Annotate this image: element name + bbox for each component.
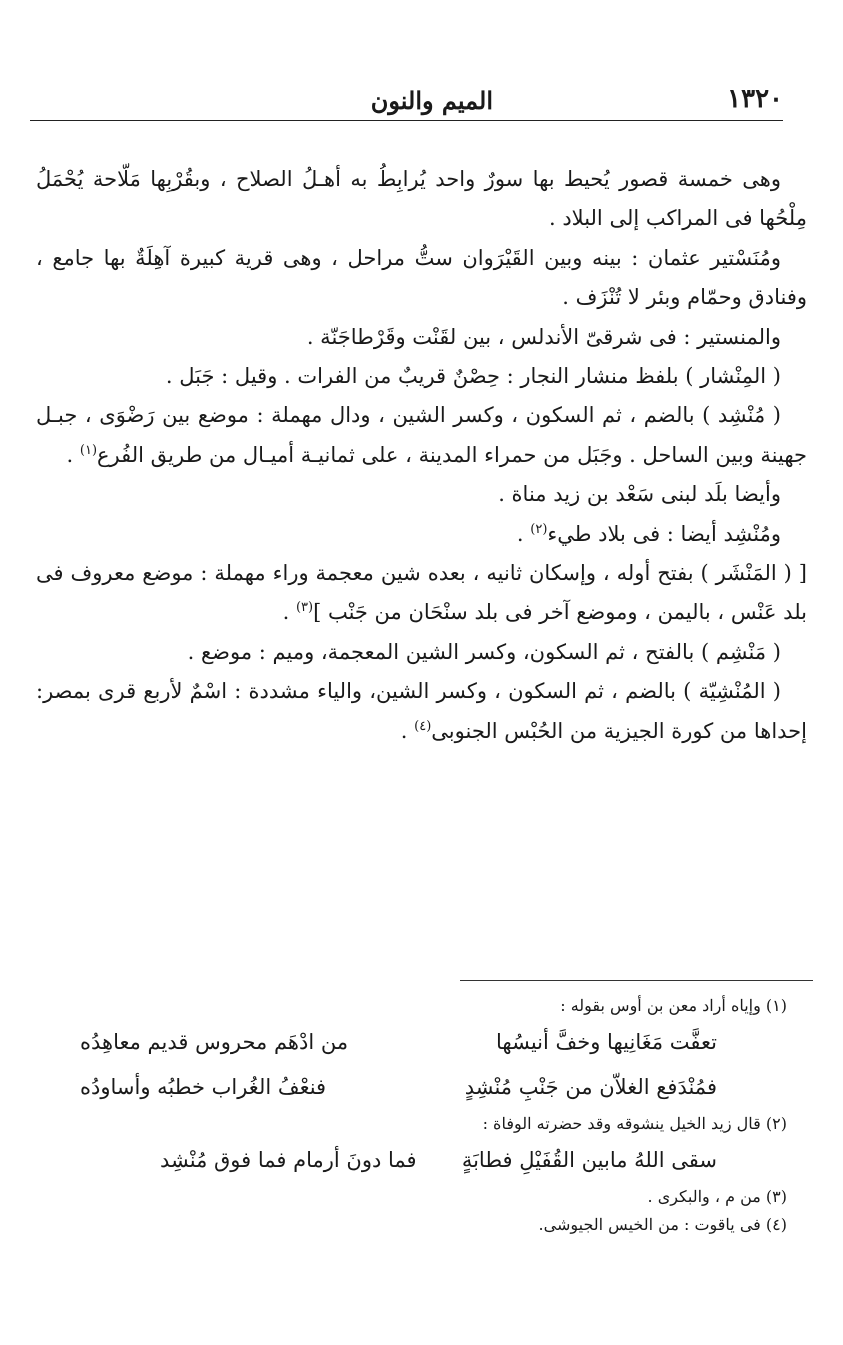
footnote-marker: (٢) — [530, 521, 548, 537]
paragraph-text: والمنستير : فى شرقىّ الأندلس ، بين لقَنْت وقَرْطاجَنّة . — [306, 324, 781, 349]
footnote-divider — [460, 980, 813, 981]
verse-hemistich-right: فمُنْدَفع الغلاّن من جَنْبِ مُنْشِدٍ — [464, 1075, 717, 1099]
paragraph-text: ( مُنْشِد ) بالضم ، ثم السكون ، وكسر الشين ، ودال مهملة : موضع بين رَضْوَى ، جبـل جهينة وبين الساحل . وجَبَل من حمراء المدينة ، على ثمانيـة أميـال من طريق الفُرع — [36, 403, 807, 467]
verse-line — [80, 1065, 787, 1110]
paragraph-text: ( مَنْشِم ) بالفتح ، ثم السكون، وكسر الشين المعجمة، وميم : موضع . — [187, 639, 781, 664]
paragraph-text: ( المِنْشار ) بلفظ منشار النجار : حِصْنٌ قريبٌ من الفرات . وقيل : جَبَل . — [165, 364, 781, 389]
paragraph-text: ( المُنْشِيّة ) بالضم ، ثم السكون ، وكسر الشين، والياء مشددة : اسْمٌ لأربع قرى بمصر: إحداها من كورة الجيزية من الحُبْس الجنوبى — [36, 679, 807, 743]
verse-hemistich-left: من ادْهَم محروس قديم معاهِدُه — [80, 1030, 349, 1054]
paragraph-tail: . — [400, 718, 415, 743]
paragraph — [36, 396, 807, 475]
paragraph-text: ومُنْشِد أيضا : فى بلاد طيء — [547, 521, 781, 546]
paragraph — [36, 239, 807, 318]
paragraph-tail: . — [516, 521, 531, 546]
paragraph-tail: . — [66, 442, 80, 467]
paragraph-text: وأيضا بلَد لبنى سَعْد بن زيد مناة . — [498, 482, 781, 507]
paragraph — [36, 318, 807, 357]
paragraph — [36, 357, 807, 396]
verse-hemistich-right: سقى اللهُ مابين القُفَيْلِ فطابَةٍ — [461, 1148, 717, 1172]
footnote-marker: (٤) — [414, 718, 432, 734]
footnote-marker: (٣) — [295, 600, 314, 616]
body-text — [36, 160, 807, 751]
paragraph — [36, 475, 807, 514]
paragraph-tail: . — [282, 600, 296, 625]
footnote-3: (٣) من م ، والبكرى . — [647, 1187, 787, 1206]
footnote-4: (٤) فى ياقوت : من الخيس الجيوشى. — [538, 1215, 787, 1234]
footnote-2-intro: (٢) قال زيد الخيل ينشوقه وقد حضرته الوفاة : — [482, 1114, 787, 1133]
page-header — [30, 80, 783, 121]
paragraph — [36, 672, 807, 751]
paragraph — [36, 515, 807, 554]
footnotes — [80, 992, 787, 1239]
footnote-marker: (١) — [79, 442, 98, 458]
verse-hemistich-left: فما دونَ أرمام فما فوق مُنْشِد — [160, 1148, 417, 1172]
verse-hemistich-left: فنعْفُ الغُراب خطبُه وأساودُه — [80, 1075, 327, 1099]
paragraph — [36, 554, 807, 633]
paragraph-text: وهى خمسة قصور يُحيط بها سورٌ واحد يُرابِطُ به أهـلُ الصلاح ، وبقُرْبِها مَلّاحة يُحْمَلُ مِلْحُها فى المراكب إلى البلاد . — [36, 167, 807, 231]
paragraph-text: [ ( المَنْشَر ) بفتح أوله ، وإسكان ثانيه ، بعده شين معجمة وراء مهملة : موضع معروف فى بلد عَنْس ، باليمن ، وموضع آخر فى بلد سنْحَان من جَنْب ] — [36, 561, 807, 625]
verse-hemistich-right: تعفَّت مَغَانِيها وخفَّ أنيسُها — [496, 1030, 717, 1054]
verse-line — [80, 1020, 787, 1065]
paragraph-text: ومُنَسْتير عثمان : بينه وبين القَيْرَوان ستُّ مراحل ، وهى قرية كبيرة آهِلَةٌ بها جامع ، وفنادق وحمّام وبئر لا تُنْزَف . — [36, 245, 807, 310]
footnote-1-intro: (١) وإياه أراد معن بن أوس بقوله : — [560, 996, 787, 1015]
paragraph — [36, 633, 807, 672]
page-number: ١٣٢٠ — [727, 84, 783, 114]
verse-line — [80, 1138, 787, 1183]
running-title: الميم والنون — [370, 86, 493, 115]
paragraph — [36, 160, 807, 239]
